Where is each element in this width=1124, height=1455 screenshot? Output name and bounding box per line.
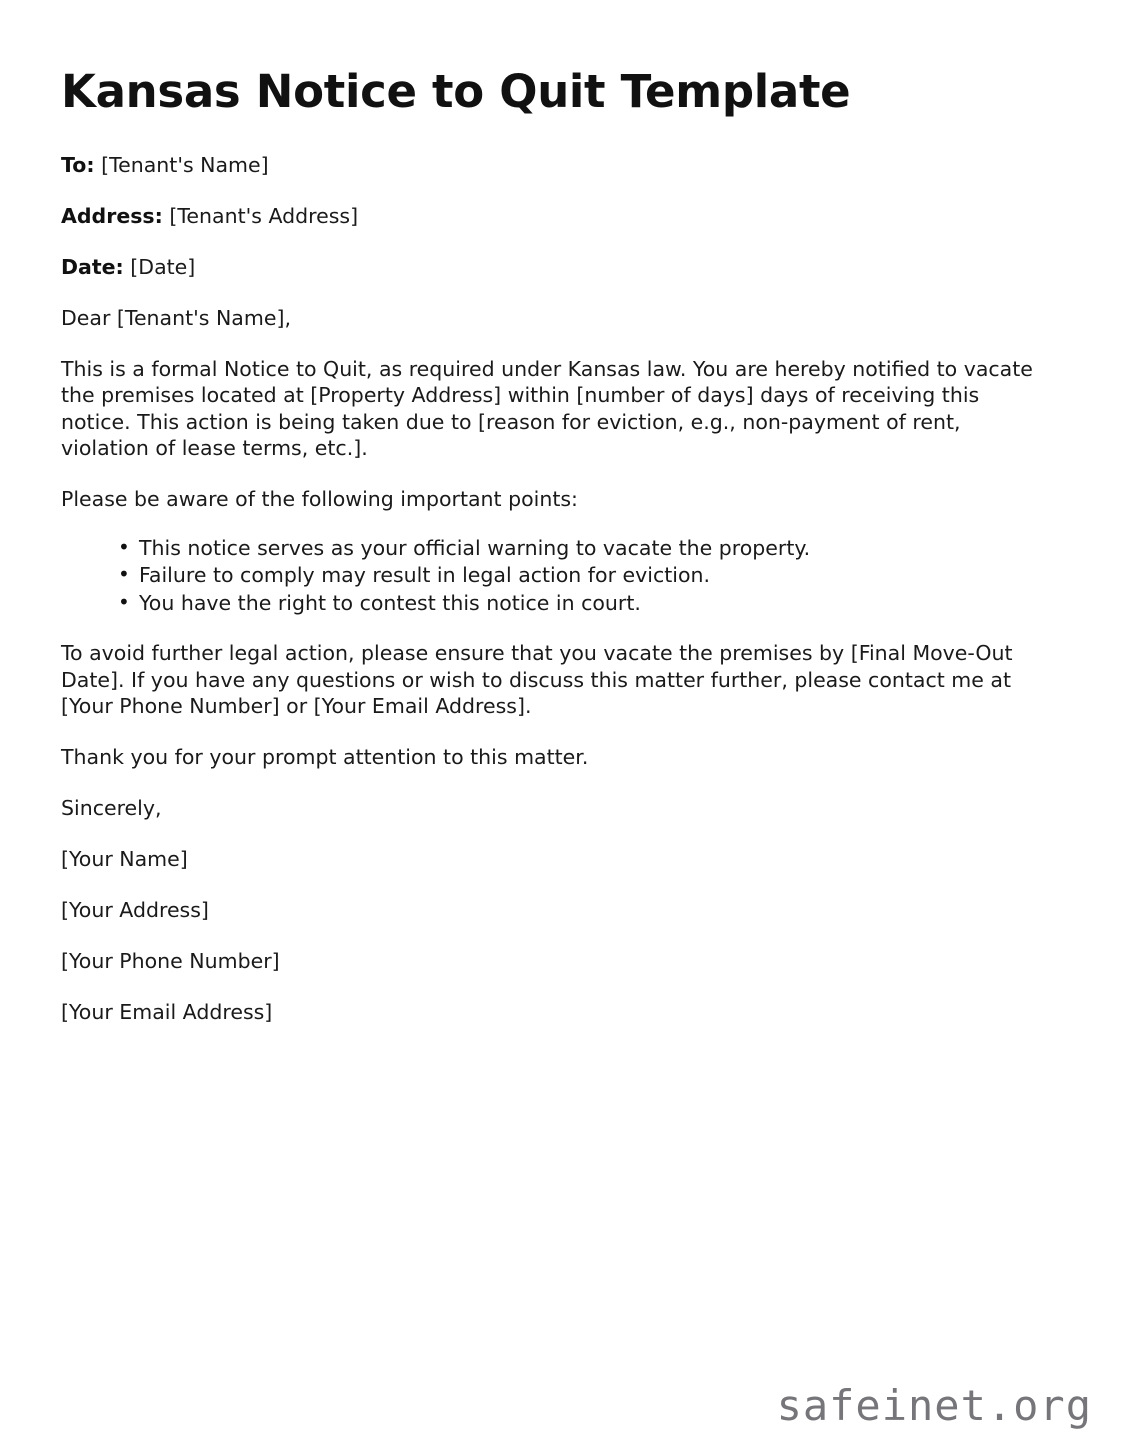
field-to-value: [Tenant's Name] (101, 152, 269, 177)
field-to-label: To: (61, 152, 95, 177)
important-points-list (61, 535, 1061, 617)
signature-your-address: [Your Address] (61, 897, 209, 922)
field-address-label: Address: (61, 203, 163, 228)
closing-paragraph: To avoid further legal action, please ensure that you vacate the premises by [Final Move-Out Date]. If you have any questions or wish to discuss this matter further, please contact me at [Your Phone Number] or [Your Email Address]. (61, 641, 1013, 719)
body-paragraph: This is a formal Notice to Quit, as required under Kansas law. You are hereby notified to vacate the premises located at [Property Address] within [number of days] days of receiving this notice. This action is being taken due to [reason for eviction, e.g., non-payment of rent, violation of lease terms, etc.]. (61, 356, 1033, 461)
list-item: • This notice serves as your official warning to vacate the property. (118, 535, 1061, 562)
salutation: Dear [Tenant's Name], (61, 305, 291, 330)
signoff-line: Sincerely, (61, 795, 162, 820)
signature-your-name: [Your Name] (61, 846, 188, 871)
document-body (61, 66, 1061, 1026)
points-lead-in: Please be aware of the following important points: (61, 486, 578, 511)
field-date (61, 254, 1061, 281)
thanks-line: Thank you for your prompt attention to this matter. (61, 744, 589, 769)
list-item: • You have the right to contest this notice in court. (118, 590, 1061, 617)
signature-your-email: [Your Email Address] (61, 999, 273, 1024)
field-address-value: [Tenant's Address] (169, 203, 359, 228)
list-item: • Failure to comply may result in legal action for eviction. (118, 562, 1061, 589)
signature-your-phone: [Your Phone Number] (61, 948, 280, 973)
field-address (61, 203, 1061, 230)
field-to (61, 152, 1061, 179)
watermark: safeinet.org (776, 1381, 1092, 1430)
page-title: Kansas Notice to Quit Template (61, 65, 851, 118)
field-date-value: [Date] (130, 254, 196, 279)
field-date-label: Date: (61, 254, 124, 279)
